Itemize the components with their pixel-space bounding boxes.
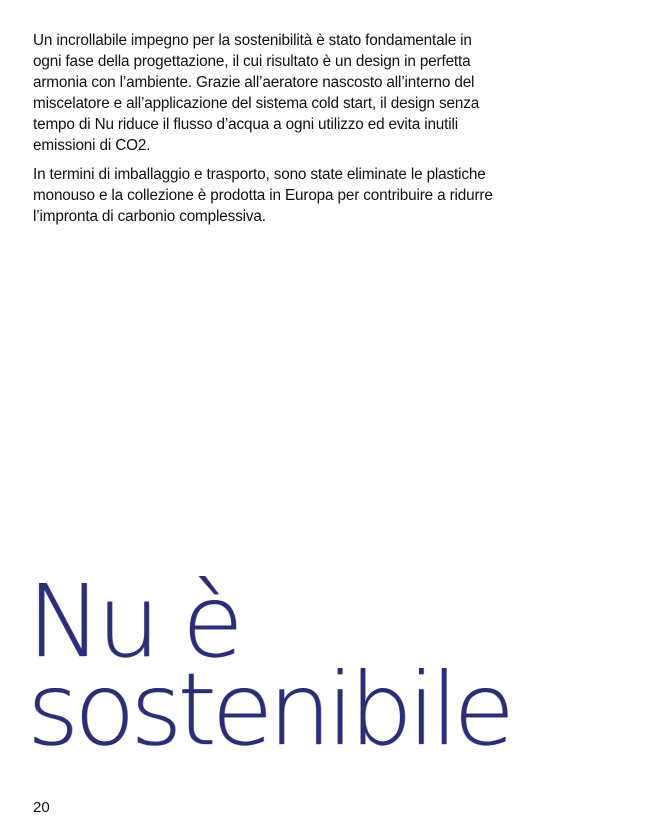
paragraph-packaging-transport: In termini di imballaggio e trasporto, sono state eliminate le plastiche monouso e la collezione è prodotta in Europa per contribuire a ridurre l’impronta di carbonio complessiva.: [33, 166, 493, 225]
headline-line-2: sostenibile: [27, 651, 510, 768]
page-number: 20: [33, 799, 50, 816]
body-text: [33, 30, 553, 235]
paragraph-sustainability-commitment: Un incrollabile impegno per la sostenibilità è stato fondamentale in ogni fase della progettazione, il cui risultato è un design in perfetta armonia con l’ambiente. Grazie all’aeratore nascosto all’interno del miscelatore e all’applicazione del sistema cold start, il design senza tempo di Nu riduce il flusso d’acqua a ogni utilizzo ed evita inutili emissioni di CO2.: [33, 32, 480, 154]
headline-line-1: Nu è: [27, 563, 239, 680]
page-headline: [27, 563, 627, 768]
